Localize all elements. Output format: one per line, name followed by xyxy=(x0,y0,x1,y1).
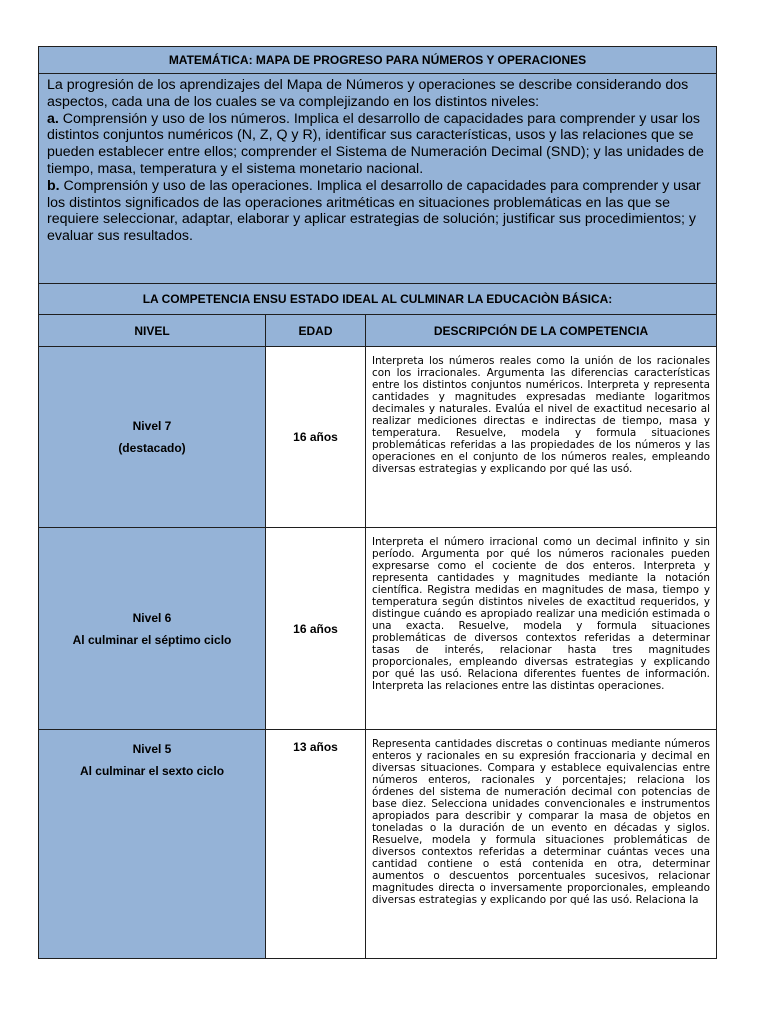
nivel-name: Nivel 5 xyxy=(132,742,172,756)
nivel-detail: (destacado) xyxy=(118,441,186,455)
intro-lead: La progresión de los aprendizajes del Mapa de Números y operaciones se describe considerando dos aspectos, cada una de los cuales se va complejizando en los distintos niveles: xyxy=(47,77,689,110)
table-row xyxy=(39,347,716,528)
header-edad: EDAD xyxy=(266,315,366,346)
edad-cell: 13 años xyxy=(266,730,366,959)
aspect-a-label: a. xyxy=(47,110,59,127)
nivel-cell xyxy=(39,347,266,527)
nivel-detail: Al culminar el séptimo ciclo xyxy=(72,632,232,647)
nivel-cell xyxy=(39,528,266,729)
header-nivel: NIVEL xyxy=(39,315,266,346)
aspect-b-text: Comprensión y uso de las operaciones. Implica el desarrollo de capacidades para comprender y usar los distintos significados de las operaciones aritméticas en situaciones problemáticas en las que se requiere seleccionar, adaptar, elaborar y aplicar estrategias de solución; justificar sus procedimientos; y evaluar sus resultados. xyxy=(47,177,701,245)
edad-cell: 16 años xyxy=(266,347,366,527)
table-title: MATEMÁTICA: MAPA DE PROGRESO PARA NÚMEROS Y OPERACIONES xyxy=(39,47,716,74)
table-row xyxy=(39,730,716,959)
descripcion-cell: Interpreta el número irracional como un decimal infinito y sin período. Argumenta por qué los números racionales pueden expresarse como el cociente de dos enteros. Interpreta y representa cantidades y magnitudes mediante la notación científica. Registra medidas en magnitudes de masa, tiempo y temperatura según distintos niveles de exactitud requeridos, y distingue cuándo es apropiado realizar una medición estimada o una exacta. Resuelve, modela y formula situaciones problemáticas de diversos contextos referidas a determinar tasas de interés, relacionar hasta tres magnitudes proporcionales, empleando diversas estrategias y explicando por qué las usó. Relaciona diferentes fuentes de información. Interpreta las relaciones entre las distintas operaciones. xyxy=(372,536,710,692)
edad-cell: 16 años xyxy=(266,528,366,729)
aspect-b xyxy=(47,178,708,245)
nivel-cell xyxy=(39,730,266,959)
aspect-b-label: b. xyxy=(47,177,60,194)
table-row xyxy=(39,528,716,730)
nivel-detail: Al culminar el sexto ciclo xyxy=(79,764,225,778)
intro-text xyxy=(39,74,716,284)
progress-map-table xyxy=(38,46,717,959)
aspect-a xyxy=(47,111,708,178)
table-header-row xyxy=(39,315,716,347)
competence-subtitle: LA COMPETENCIA ENSU ESTADO IDEAL AL CULMINAR LA EDUCACIÒN BÁSICA: xyxy=(39,284,716,315)
descripcion-cell: Representa cantidades discretas o continuas mediante números enteros y racionales en su expresión fraccionaria y decimal en diversas situaciones. Compara y establece equivalencias entre números enteros, racionales y porcentajes; relaciona los órdenes del sistema de numeración decimal con potencias de base diez. Selecciona unidades convencionales e instrumentos apropiados para describir y comparar la masa de objetos en toneladas o la duración de un evento en décadas y siglos. Resuelve, modela y formula situaciones problemáticas de diversos contextos referidas a determinar cuántas veces una cantidad contiene o está contenida en otra, determinar aumentos o descuentos porcentuales sucesivos, relacionar magnitudes directa o inversamente proporcionales, empleando diversas estrategias y explicando por qué las usó. Relaciona la xyxy=(372,738,710,906)
aspect-a-text: Comprensión y uso de los números. Implica el desarrollo de capacidades para comprender y usar los distintos conjuntos numéricos (N, Z, Q y R), identificar sus características, usos y las relaciones que se pueden establecer entre ellos; comprender el Sistema de Numeración Decimal (SND); y las unidades de tiempo, masa, temperatura y el sistema monetario nacional. xyxy=(47,110,704,177)
nivel-name: Nivel 7 xyxy=(132,419,172,433)
descripcion-cell: Interpreta los números reales como la unión de los racionales con los irracionales. Argumenta las diferencias características entre los distintos conjuntos numéricos. Interpreta y representa cantidades y magnitudes expresadas mediante logaritmos decimales y naturales. Evalúa el nivel de exactitud necesario al realizar mediciones directas e indirectas de tiempo, masa y temperatura. Resuelve, modela y formula situaciones problemáticas referidas a las propiedades de los números y las operaciones en el conjunto de los números reales, empleando diversas estrategias y explicando por qué las usó. xyxy=(372,355,710,475)
nivel-name: Nivel 6 xyxy=(132,610,172,625)
header-descripcion: DESCRIPCIÓN DE LA COMPETENCIA xyxy=(433,323,649,338)
